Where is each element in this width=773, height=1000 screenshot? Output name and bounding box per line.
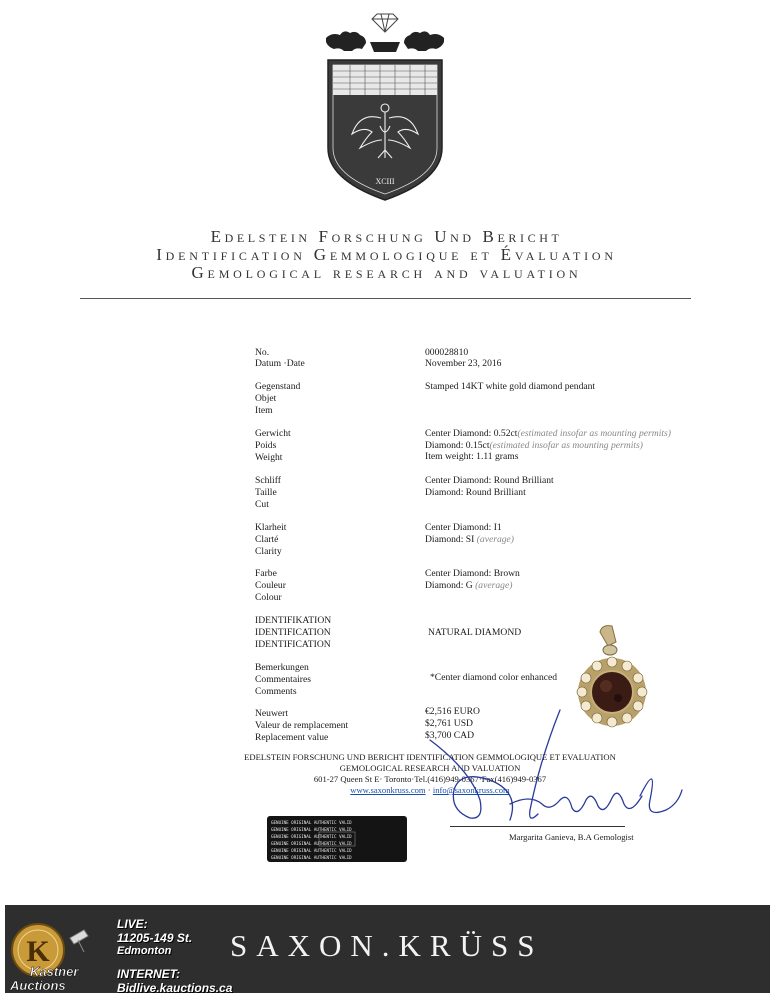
footer-line-2: GEMOLOGICAL RESEARCH AND VALUATION bbox=[339, 763, 521, 773]
svg-text:GENUINE ORIGINAL AUTHENTIC VAL: GENUINE ORIGINAL AUTHENTIC VALID bbox=[271, 841, 352, 846]
clarity-label-en: Clarity bbox=[255, 546, 282, 557]
colour-line-side bbox=[425, 580, 512, 592]
cut-label-fr: Taille bbox=[255, 487, 277, 498]
internet-url[interactable]: Bidlive.kauctions.ca bbox=[117, 981, 233, 995]
svg-text:Auctions: Auctions bbox=[10, 978, 66, 993]
clarity-label-de: Klarheit bbox=[255, 522, 287, 533]
cut-label-en: Cut bbox=[255, 499, 269, 510]
colour-center-value: Center Diamond: Brown bbox=[425, 568, 520, 579]
brand-name: SAXON.KRÜSS bbox=[230, 928, 544, 963]
svg-text:GENUINE ORIGINAL AUTHENTIC VAL: GENUINE ORIGINAL AUTHENTIC VALID bbox=[271, 834, 352, 839]
heraldic-beasts bbox=[326, 31, 444, 52]
weight-line-center bbox=[425, 428, 671, 440]
weight-side-note: (estimated insofar as mounting permits) bbox=[489, 440, 643, 451]
item-label-fr: Objet bbox=[255, 393, 277, 404]
svg-text:K: K bbox=[26, 935, 50, 968]
heading-german: Edelstein Forschung Und Bericht bbox=[210, 227, 563, 246]
item-label-de: Gegenstand bbox=[255, 381, 301, 392]
comments-label-en: Comments bbox=[255, 686, 297, 697]
comments-label-fr: Commentaires bbox=[255, 674, 311, 685]
weight-label-fr: Poids bbox=[255, 440, 277, 451]
colour-label-fr: Couleur bbox=[255, 580, 286, 591]
item-weight-value: Item weight: 1.11 grams bbox=[425, 451, 519, 462]
clarity-side-note: (average) bbox=[476, 534, 515, 545]
comments-value: *Center diamond color enhanced bbox=[430, 672, 558, 683]
certificate-number: 000028810 bbox=[425, 347, 469, 358]
website-link[interactable]: www.saxonkruss.com bbox=[350, 785, 426, 795]
internet-label: INTERNET: bbox=[117, 967, 181, 981]
link-separator: · bbox=[427, 785, 431, 795]
clarity-line-side bbox=[425, 534, 514, 546]
crest-numeral: XCIII bbox=[375, 177, 395, 186]
signature-line bbox=[450, 826, 625, 827]
replacement-label-de: Neuwert bbox=[255, 708, 289, 719]
item-value: Stamped 14KT white gold diamond pendant bbox=[425, 381, 596, 392]
heading-french: Identification Gemmologique et Évaluation bbox=[156, 245, 617, 264]
cut-label-de: Schliff bbox=[255, 475, 281, 486]
cut-center-value: Center Diamond: Round Brilliant bbox=[425, 475, 554, 486]
colour-label-en: Colour bbox=[255, 592, 282, 603]
clarity-center-value: Center Diamond: I1 bbox=[425, 522, 502, 533]
replacement-label-en: Replacement value bbox=[255, 732, 329, 743]
identification-label-de: IDENTIFIKATION bbox=[255, 615, 332, 626]
colour-label-de: Farbe bbox=[255, 568, 277, 579]
number-label: No. bbox=[255, 347, 270, 358]
svg-text:GENUINE ORIGINAL AUTHENTIC VAL: GENUINE ORIGINAL AUTHENTIC VALID bbox=[271, 848, 352, 853]
replacement-usd: $2,761 USD bbox=[425, 718, 473, 729]
hologram-sticker bbox=[267, 816, 407, 862]
svg-text:GENUINE ORIGINAL AUTHENTIC VAL: GENUINE ORIGINAL AUTHENTIC VALID bbox=[271, 820, 352, 825]
colour-side-note: (average) bbox=[475, 580, 513, 591]
weight-label-en: Weight bbox=[255, 452, 283, 463]
identification-label-fr: IDENTIFICATION bbox=[255, 627, 331, 638]
replacement-cad: $3,700 CAD bbox=[425, 730, 475, 741]
diamond-icon bbox=[372, 14, 398, 32]
replacement-euro: €2,516 EURO bbox=[425, 706, 480, 717]
email-link[interactable]: info@saxonkruss.com bbox=[432, 785, 510, 795]
weight-label-de: Gerwicht bbox=[255, 428, 291, 439]
svg-text:GENUINE ORIGINAL AUTHENTIC VAL: GENUINE ORIGINAL AUTHENTIC VALID bbox=[271, 855, 352, 860]
footer-line-1: EDELSTEIN FORSCHUNG UND BERICHT IDENTIFICATION GEMMOLOGIQUE ET EVALUATION bbox=[244, 752, 616, 762]
certificate-date: November 23, 2016 bbox=[425, 358, 502, 369]
weight-line-side bbox=[425, 440, 643, 452]
clarity-side-value: Diamond: SI bbox=[425, 534, 475, 545]
kastner-auctions-logo bbox=[8, 918, 108, 993]
gemologist-name: Margarita Ganieva, B.A Gemologist bbox=[509, 832, 634, 842]
cut-side-value: Diamond: Round Brilliant bbox=[425, 487, 526, 498]
svg-text:Kastner: Kastner bbox=[30, 964, 79, 979]
live-address: 11205-149 St. bbox=[117, 931, 193, 945]
svg-text:GENUINE ORIGINAL AUTHENTIC VAL: GENUINE ORIGINAL AUTHENTIC VALID bbox=[271, 827, 352, 832]
colour-side-value: Diamond: G bbox=[425, 580, 473, 591]
crest-logo bbox=[320, 8, 450, 208]
item-label-en: Item bbox=[255, 405, 273, 416]
replacement-label-fr: Valeur de remplacement bbox=[255, 720, 349, 731]
handwritten-signature bbox=[410, 700, 690, 840]
identification-value: NATURAL DIAMOND bbox=[428, 627, 522, 638]
heading-english: Gemological research and valuation bbox=[191, 263, 582, 282]
footer-address: 601-27 Queen St E· Toronto·Tel.(416)949-0367·Fax(416)949-0367 bbox=[313, 774, 547, 784]
live-city: Edmonton bbox=[117, 945, 172, 957]
clarity-label-fr: Clarté bbox=[255, 534, 279, 545]
weight-side-value: Diamond: 0.15ct bbox=[425, 440, 490, 451]
date-label: Datum ·Date bbox=[255, 358, 305, 369]
live-label: LIVE: bbox=[117, 917, 148, 931]
comments-label-de: Bemerkungen bbox=[255, 662, 309, 673]
weight-center-note: (estimated insofar as mounting permits) bbox=[517, 428, 671, 439]
heading-divider bbox=[80, 298, 691, 299]
weight-center-value: Center Diamond: 0.52ct bbox=[425, 428, 518, 439]
identification-label-en: IDENTIFICATION bbox=[255, 639, 331, 650]
